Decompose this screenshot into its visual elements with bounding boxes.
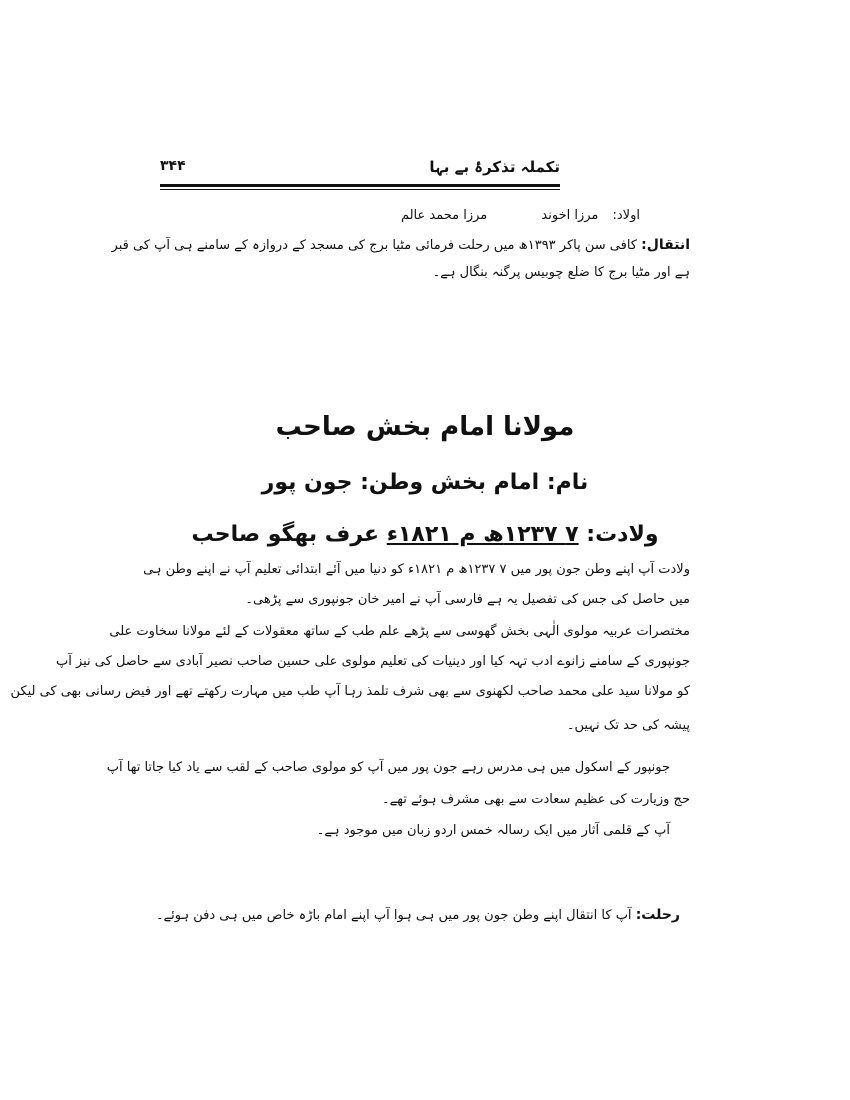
entry-birth-line <box>160 522 690 547</box>
entry-name-line: نام: امام بخش وطن: جون پور <box>261 470 589 495</box>
header-rule-thin <box>160 189 560 190</box>
body-line: جونپوری کے سامنے زانوے ادب تہہ کیا اور دینیات کی تعلیم مولوی علی حسین صاحب نصیر آبادی سے حاصل کی نیز آپ <box>55 654 690 669</box>
body-line: میں حاصل کی جس کی تفصیل یہ ہے فارسی آپ نے امیر خان جونپوری سے پڑھی۔ <box>245 592 690 607</box>
book-title: تکملہ تذکرۂ بے بہا <box>429 158 560 176</box>
entry-title: مولانا امام بخش صاحب <box>275 412 575 442</box>
previous-death-line-2: ہے اور مٹیا برج کا ضلع چوبیس پرگنہ بنگال ہے۔ <box>432 265 690 280</box>
body-line: کو مولانا سید علی محمد صاحب لکھنوی سے بھی شرف تلمذ رہا آپ طب میں مہارت رکھتے تھے اور فیض رسانی بھی کی لیکن <box>10 684 690 699</box>
running-head <box>160 158 560 182</box>
child-1: مرزا اخوند <box>541 208 599 223</box>
birth-label: ولادت: <box>586 522 659 547</box>
previous-death-label: انتقال: <box>641 237 690 253</box>
body-line: ولادت آپ اپنے وطن جون پور میں ۷ ۱۲۳۷ھ م ۱۸۲۱ء کو دنیا میں آئے ابتدائی تعلیم آپ نے اپنے وطن ہی <box>143 562 690 577</box>
body-line-text: جونپور کے اسکول میں ہی مدرس رہے جون پور میں آپ کو مولوی صاحب کے لقب سے یاد کیا جاتا تھا آپ <box>106 760 670 775</box>
entry-death-line <box>156 907 680 923</box>
body-line: مختصرات عربیہ مولوی الٰہی بخش گھوسی سے پڑھے علم طب کے ساتھ معقولات کے لئے مولانا سخاوت علی <box>109 624 690 639</box>
body-line-text: آپ کے قلمی آثار میں ایک رسالہ خمس اردو زبان میں موجود ہے۔ <box>316 823 670 838</box>
previous-death-line-1 <box>112 237 690 253</box>
children-line <box>391 208 640 223</box>
children-label: اولاد: <box>612 208 640 223</box>
body-line: حج وزیارت کی عظیم سعادت سے بھی مشرف ہوئے تھے۔ <box>381 792 690 807</box>
birth-date: ۷ ۱۲۳۷ھ م ۱۸۲۱ء <box>386 522 579 547</box>
entry-death-text: آپ کا انتقال اپنے وطن جون پور میں ہی ہوا آپ اپنے امام باڑہ خاص میں ہی دفن ہوئے۔ <box>155 908 632 923</box>
body-line <box>317 823 690 838</box>
previous-death-text-1: کافی سن پاکر ۱۳۹۳ھ میں رحلت فرمائی مٹیا برج کی مسجد کے دروازہ کے سامنے ہی آپ کی قبر <box>111 238 637 253</box>
birth-alias: عرف بھگو صاحب <box>191 522 380 547</box>
header-rule-thick <box>160 184 560 187</box>
page-number: ۳۴۴ <box>160 158 186 174</box>
body-line <box>107 760 690 775</box>
body-line: پیشہ کی حد تک نہیں۔ <box>566 718 690 733</box>
child-2: مرزا محمد عالم <box>400 208 488 223</box>
entry-death-label: رحلت: <box>635 907 680 923</box>
